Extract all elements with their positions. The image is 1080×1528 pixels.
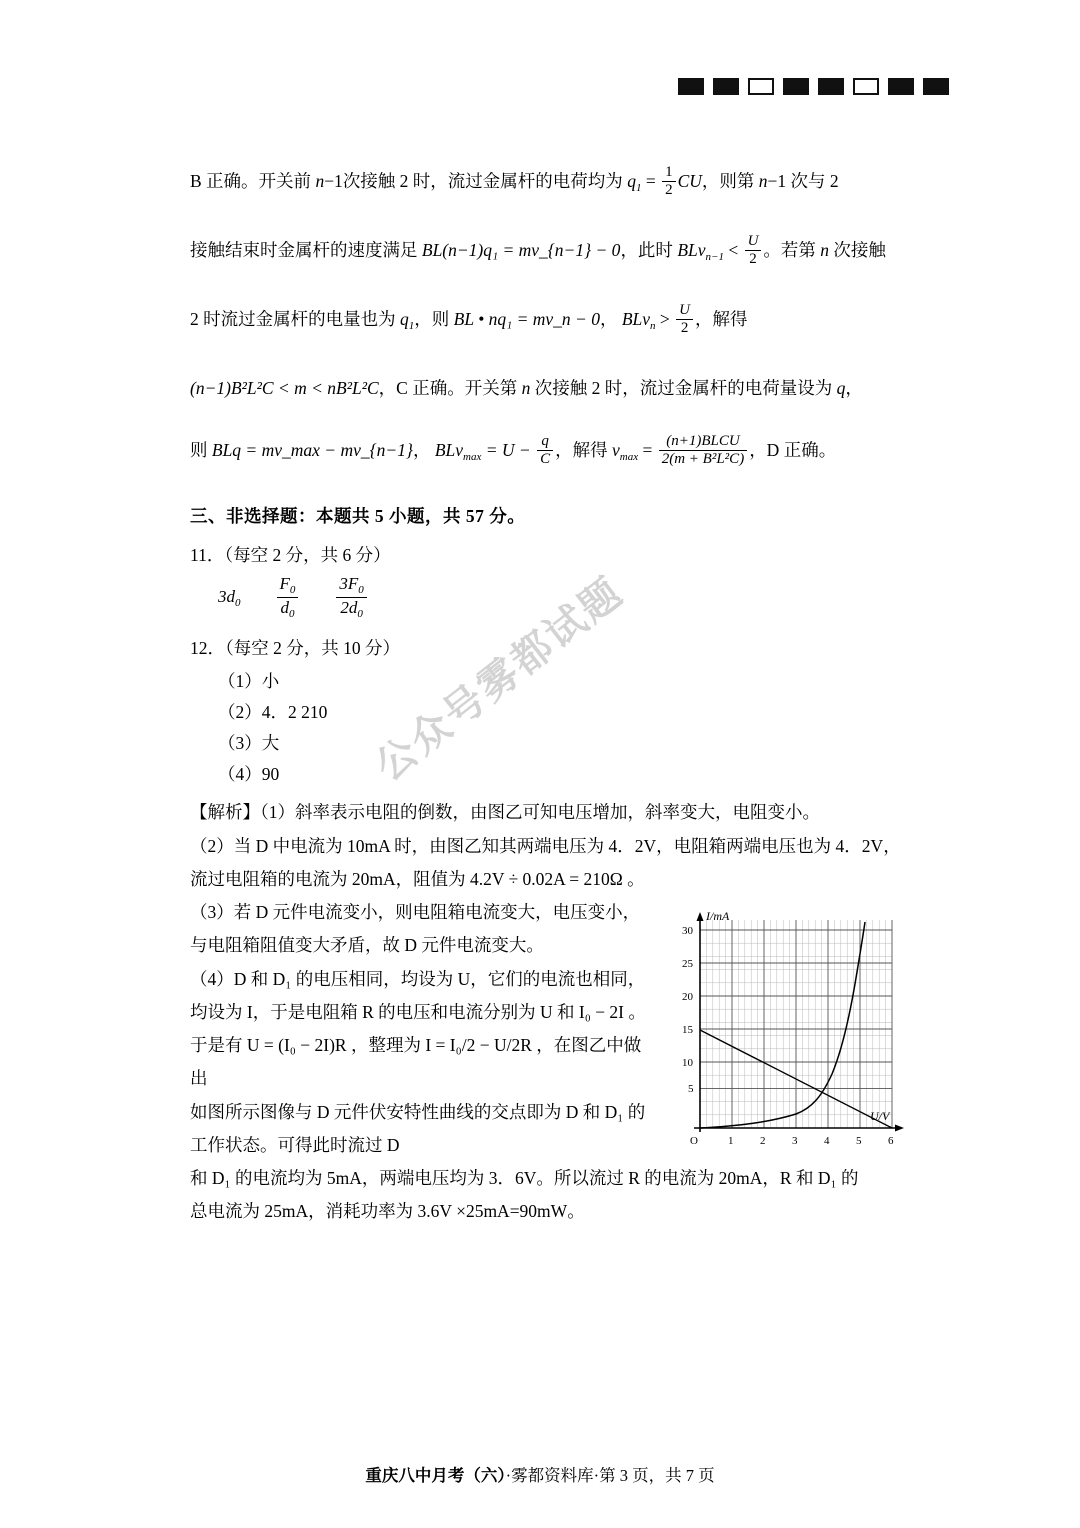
y-axis-label: I/mA (706, 909, 730, 924)
minus-one: −1 (324, 171, 343, 191)
chart-major-grid (700, 920, 892, 1128)
explanation-line: 于是有 U = (I₀ − 2I)R ，整理为 I = I₀/2 − U/2R ，在图乙中做出 (190, 1035, 642, 1089)
marker-block (713, 78, 739, 95)
var-n: n (758, 171, 768, 191)
formula-charge: BL • nq₁ = mv_n − 0 (453, 308, 600, 329)
svg-text:5: 5 (688, 1083, 694, 1096)
marker-block (888, 78, 914, 95)
solution-line-5 (190, 419, 920, 488)
q12-answer-4: （4）90 (218, 764, 280, 785)
var-q: q (400, 308, 409, 329)
svg-text:5: 5 (856, 1135, 862, 1148)
solution-text: ，解得 (555, 439, 612, 460)
greater-than: > (659, 308, 670, 329)
page-footer (0, 1462, 1080, 1486)
solution-text: 则 (190, 439, 212, 460)
q11-answer-3: $\frac{3F_0}{2d_0}$ (336, 574, 366, 620)
var-q: q (836, 377, 846, 398)
equals: = (642, 439, 653, 460)
equals-U-minus: = U − (485, 439, 531, 460)
var-v-sub: max (619, 450, 639, 463)
var-n: n (820, 239, 830, 260)
comma: ， (412, 439, 431, 460)
chart-svg (660, 904, 920, 1154)
chart-tick-labels (682, 925, 894, 1147)
explanation-line: 总电流为 25mA，消耗功率为 3.6V ×25mA=90mW。 (190, 1201, 585, 1222)
marker-block (923, 78, 949, 95)
explanation-line: 均设为 I，于是电阻箱 R 的电压和电流分别为 U 和 I₀ − 2I 。 (190, 1001, 646, 1022)
question-11-number: 11．（每空 2 分，共 6 分） (190, 545, 391, 566)
solution-text: 接触结束时金属杆的速度满足 (190, 239, 422, 260)
solution-line-1 (190, 150, 920, 219)
term-BLv-sub: n−1 (705, 250, 724, 263)
solution-text: 。若第 (763, 239, 821, 260)
solution-text: B 正确。开关前 (190, 171, 316, 191)
q12-explanation (190, 796, 920, 1228)
equals: = (645, 171, 656, 191)
var-n: n (315, 171, 325, 191)
marker-block (678, 78, 704, 95)
svg-text:6: 6 (888, 1135, 894, 1148)
svg-text:2: 2 (760, 1135, 766, 1148)
formula-momentum: BL(n−1)q₁ = mv_{n−1} − 0 (421, 239, 621, 260)
formula-mass-range: (n−1)B²L²C < m < nB²L²C (190, 377, 379, 398)
svg-text:25: 25 (682, 958, 693, 971)
fraction-half: $\frac{1}{2}$ (662, 164, 676, 200)
solution-text: 次接触 2 时，流过金属杆的电荷量设为 (530, 377, 837, 398)
comma: ， (845, 377, 863, 398)
fraction-U-2: $\frac{U}{2}$ (676, 302, 693, 338)
explanation-line: （2）当 D 中电流为 10mA 时，由图乙知其两端电压为 4．2V，电阻箱两端电压也为 4．2V， (190, 835, 901, 856)
svg-text:4: 4 (824, 1135, 830, 1148)
q11-answer-2: $\frac{F_0}{d_0}$ (277, 574, 299, 620)
term-BLv: BLv (434, 439, 464, 460)
solution-text: 次接触 (829, 239, 886, 260)
explanation-line: （4）D 和 D₁ 的电压相同，均设为 U，它们的电流也相同， (190, 968, 646, 989)
explanation-line: （3）若 D 元件电流变小，则电阻箱电流变大，电压变小， (190, 902, 641, 923)
svg-text:15: 15 (682, 1024, 693, 1037)
comma: ， (599, 308, 618, 329)
var-q: q (627, 171, 636, 191)
section-heading-3: 三、非选择题：本题共 5 小题，共 57 分。 (190, 506, 526, 527)
term-BLv: BLv (677, 239, 706, 260)
footer-source: ·雾都资料库· (505, 1466, 600, 1485)
explanation-line: 与电阻箱阻值变大矛盾，故 D 元件电流变大。 (190, 935, 544, 956)
question-12-number: 12．（每空 2 分，共 10 分） (190, 638, 400, 659)
marker-block (748, 78, 774, 95)
explanation-line: 流过电阻箱的电流为 20mA，阻值为 4.2V ÷ 0.02A = 210Ω 。 (190, 868, 645, 889)
term-CU: CU (677, 171, 702, 191)
explanation-line: 和 D₁ 的电流均为 5mA，两端电压均为 3．6V。所以流过 R 的电流为 20mA，R 和 D₁ 的 (190, 1168, 859, 1189)
q12-answer-2: （2）4．2 210 (218, 702, 328, 723)
marker-block (818, 78, 844, 95)
page-content (190, 150, 920, 1229)
var-v: v (612, 439, 620, 460)
page-marker-bar (678, 78, 949, 95)
y-axis-arrow (697, 912, 704, 921)
x-axis-label: U/V (870, 1109, 890, 1124)
solution-text: ，此时 (620, 239, 678, 260)
marker-block (853, 78, 879, 95)
less-than: < (728, 239, 739, 260)
solution-text: 次接触 2 时，流过金属杆的电荷均为 (342, 171, 628, 191)
svg-text:30: 30 (682, 925, 693, 938)
marker-block (783, 78, 809, 95)
svg-text:10: 10 (682, 1057, 693, 1070)
term-BLv-sub: max (463, 450, 482, 463)
solution-text: 2 时流过金属杆的电量也为 (190, 308, 400, 329)
solution-text: ，C 正确。开关第 (378, 377, 522, 398)
solution-text: −1 次与 2 (767, 171, 839, 191)
solution-line-3 (190, 288, 920, 357)
fraction-vmax: $\frac{\text{(n+1)BLCU}}{\text{2(m + B²L²C)}}$ (659, 433, 747, 469)
solution-text: ，则 (414, 308, 454, 329)
q12-answer-3: （3）大 (218, 733, 280, 754)
var-q-sub: 1 (635, 181, 642, 194)
var-n: n (521, 377, 531, 398)
svg-text:3: 3 (792, 1135, 798, 1148)
fraction-U-2: $\frac{U}{2}$ (745, 233, 762, 269)
term-BLv-sub: n (650, 319, 656, 332)
solution-line-2 (190, 219, 920, 288)
diode-curve (700, 922, 865, 1128)
x-axis-arrow (895, 1125, 904, 1132)
footer-page-number: 第 3 页，共 7 页 (599, 1466, 715, 1485)
formula-impulse: BLq = mv_max − mv_{n−1} (211, 439, 413, 460)
solution-text: ，D 正确。 (749, 439, 837, 460)
solution-text: ，解得 (695, 308, 748, 329)
iv-characteristic-chart (660, 904, 920, 1154)
fraction-q-C: $\frac{q}{C}$ (537, 433, 553, 469)
footer-exam-title: 重庆八中月考（六） (365, 1466, 506, 1485)
watermark: 公众号雾都试题 (367, 569, 632, 790)
explanation-line: 如图所示图像与 D 元件伏安特性曲线的交点即为 D 和 D₁ 的工作状态。可得此时流过 D (190, 1101, 646, 1155)
var-q-sub: 1 (408, 319, 415, 332)
q12-answer-1: （1）小 (218, 671, 280, 692)
explanation-line: 【解析】（1）斜率表示电阻的倒数，由图乙可知电压增加，斜率变大，电阻变小。 (190, 802, 820, 823)
question-11-answers (218, 575, 920, 621)
svg-text:1: 1 (728, 1135, 734, 1148)
solution-text: ，则第 (701, 171, 759, 191)
q11-answer-1: $3d_0$ (218, 587, 241, 610)
solution-line-4 (190, 357, 920, 419)
term-BLv: BLv (621, 308, 651, 329)
svg-text:O: O (690, 1135, 698, 1148)
svg-text:20: 20 (682, 991, 693, 1004)
